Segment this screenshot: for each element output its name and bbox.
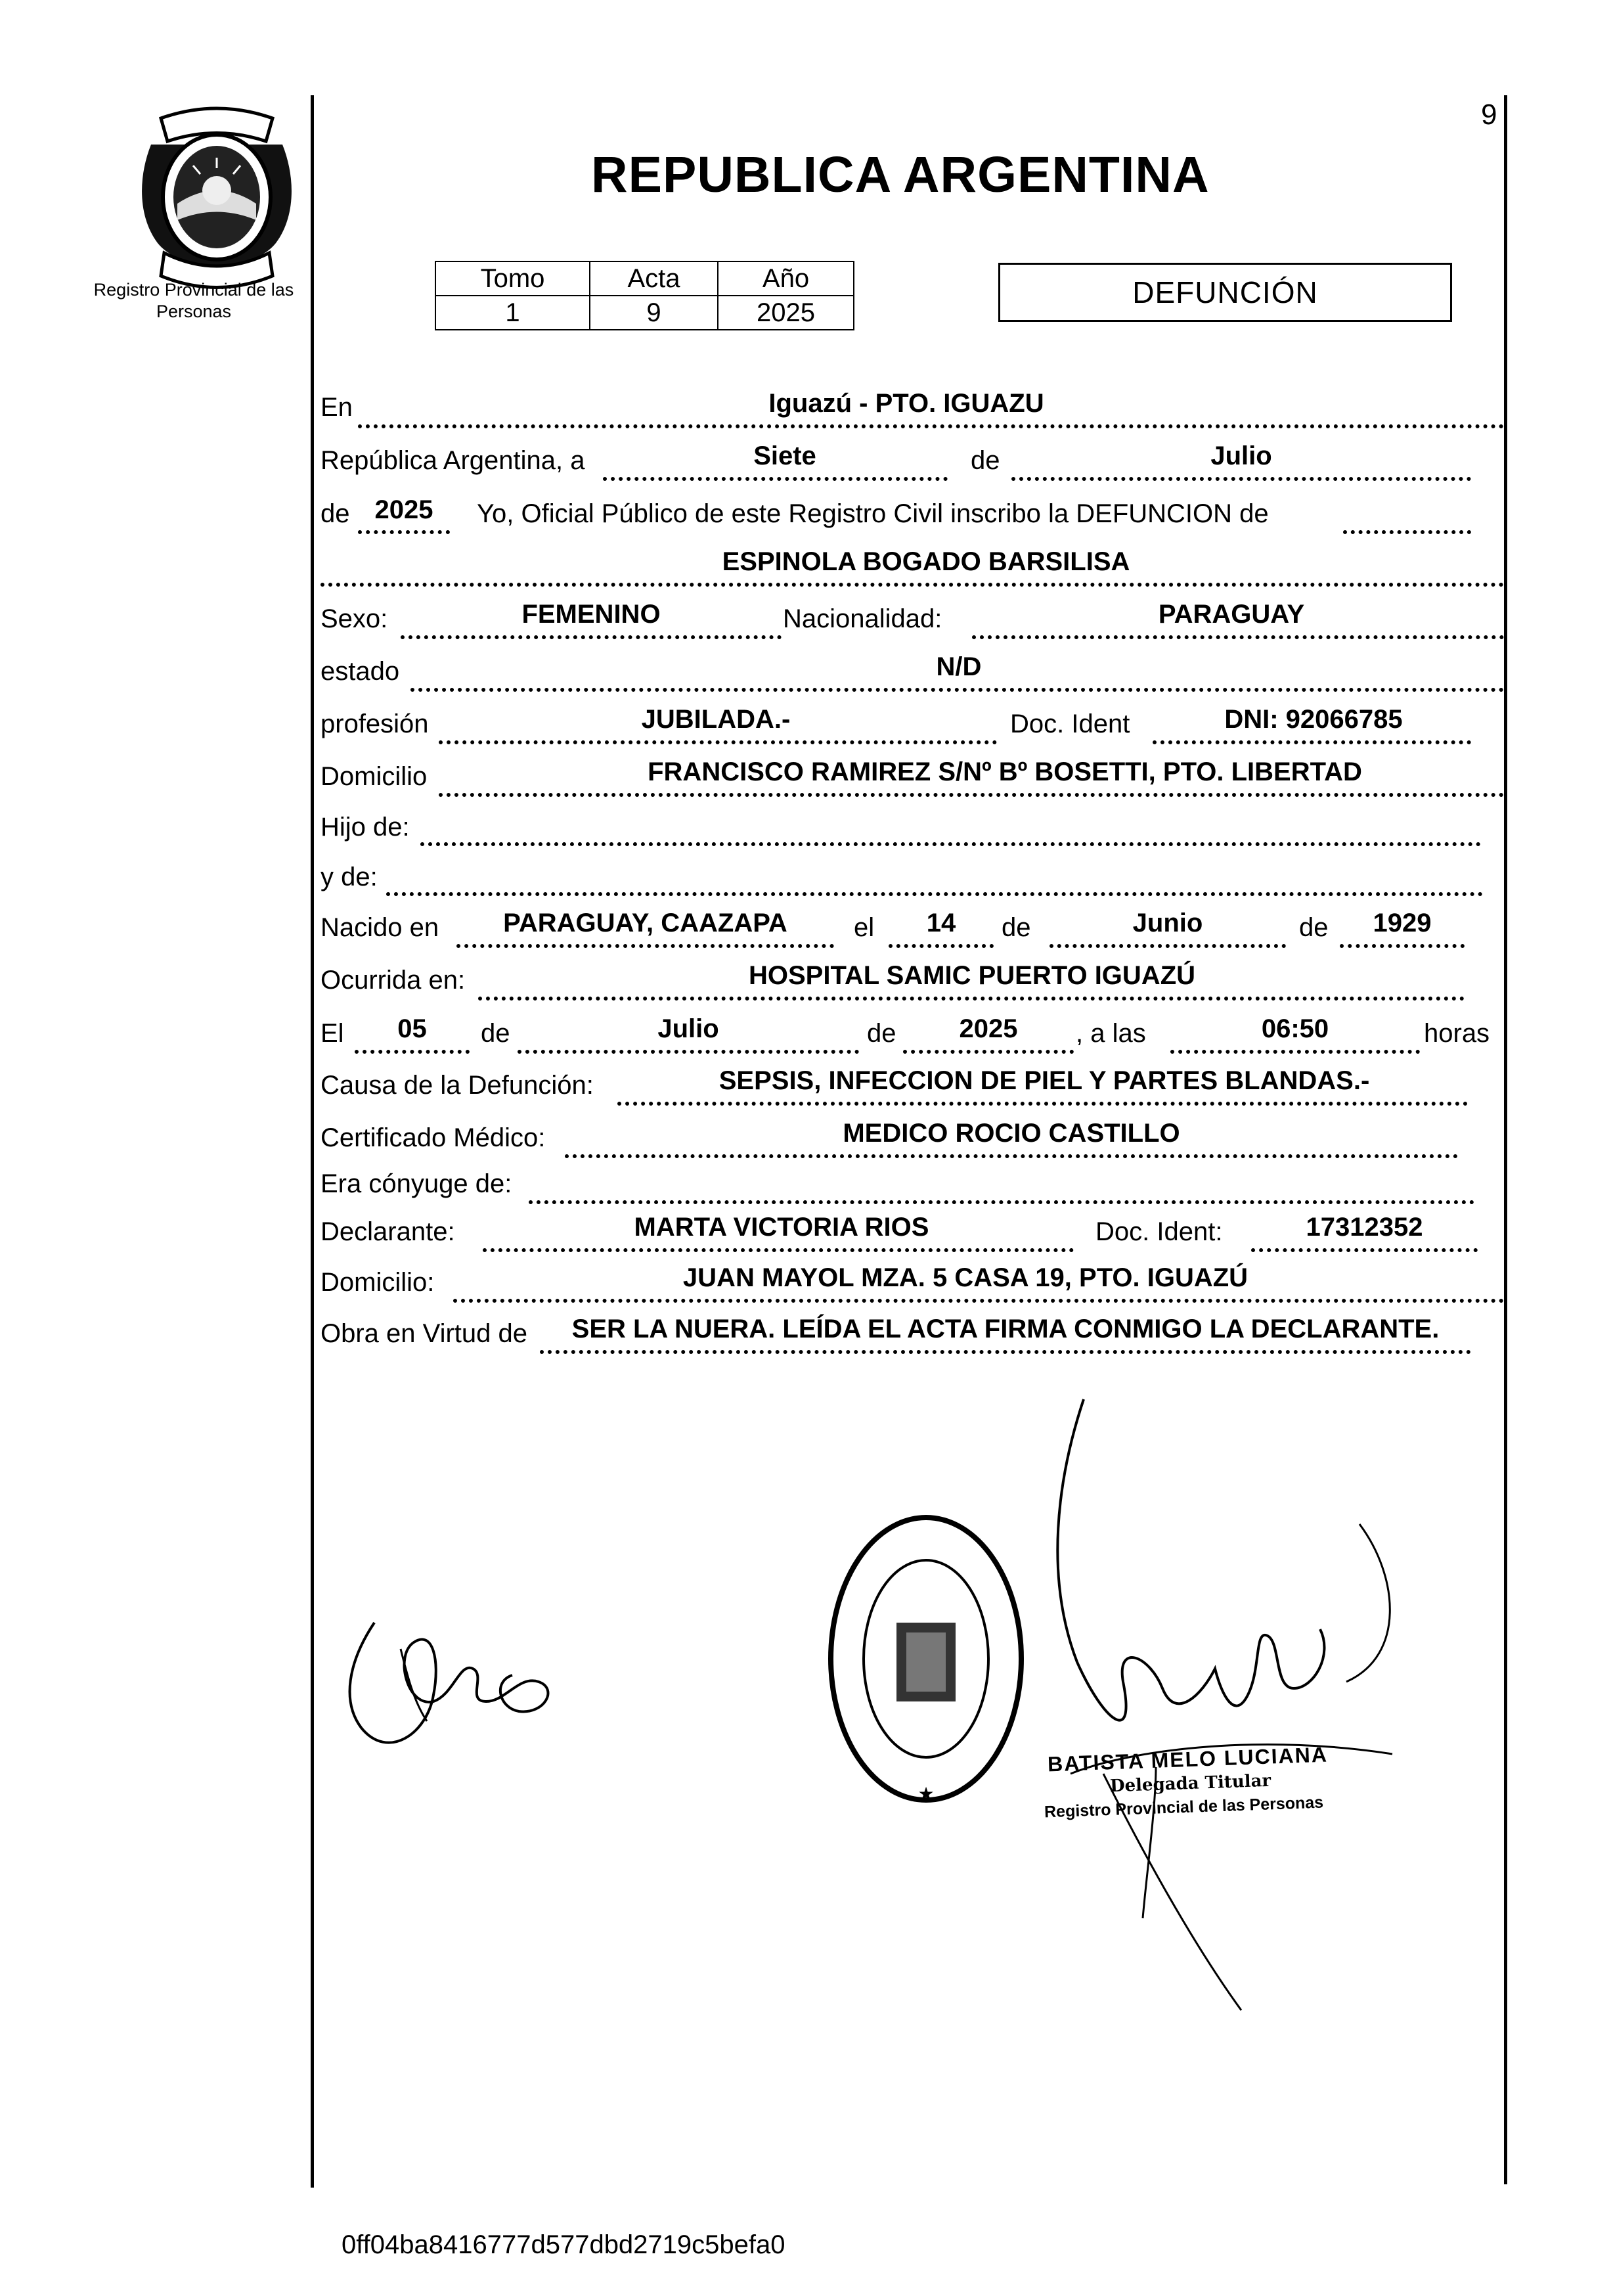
- dotted-line: [1251, 1248, 1478, 1252]
- value-nacimiento-dia: 14: [926, 909, 956, 937]
- label-horas: horas: [1424, 1019, 1490, 1048]
- label-declarante: Declarante:: [320, 1217, 455, 1246]
- dotted-line: [439, 793, 1504, 797]
- label-certificado: Certificado Médico:: [320, 1123, 546, 1152]
- label-profesion: profesión: [320, 709, 429, 738]
- dotted-line: [401, 635, 782, 639]
- label-domicilio: Domicilio: [320, 762, 428, 791]
- label-conyuge: Era cónyuge de:: [320, 1169, 512, 1198]
- dotted-line: [1011, 477, 1471, 481]
- dotted-line: [529, 1200, 1474, 1204]
- label-el: El: [320, 1019, 344, 1048]
- value-certificado: MEDICO ROCIO CASTILLO: [843, 1119, 1180, 1148]
- header-acta: Acta: [590, 261, 718, 296]
- left-margin-rule: [311, 95, 314, 2188]
- dotted-line: [1153, 740, 1471, 744]
- page-number: 9: [1481, 99, 1497, 131]
- dotted-line: [518, 1050, 859, 1054]
- signer-office: Registro Provincial de las Personas: [1044, 1793, 1324, 1822]
- label-hijo-de: Hijo de:: [320, 813, 410, 842]
- dotted-line: [1340, 944, 1465, 948]
- value-defuncion-hora: 06:50: [1261, 1014, 1329, 1043]
- value-acta: 9: [590, 296, 718, 330]
- value-profesion: JUBILADA.-: [641, 705, 791, 734]
- label-de: de: [481, 1019, 510, 1048]
- dotted-line: [453, 1299, 1504, 1303]
- dotted-line: [565, 1154, 1458, 1158]
- value-anio-inscripcion: 2025: [374, 495, 433, 524]
- dotted-line: [320, 583, 1504, 587]
- header-tomo: Tomo: [435, 261, 590, 296]
- document-title: REPUBLICA ARGENTINA: [591, 146, 1210, 203]
- label-nacido-en: Nacido en: [320, 913, 439, 942]
- dotted-line: [1343, 530, 1471, 534]
- value-causa: SEPSIS, INFECCION DE PIEL Y PARTES BLANDAS.-: [718, 1066, 1370, 1095]
- label-de: de: [1299, 913, 1329, 942]
- volume-act-year-table: [435, 261, 854, 330]
- value-defuncion-dia: 05: [397, 1014, 427, 1043]
- label-nacionalidad: Nacionalidad:: [783, 604, 942, 633]
- value-anio: 2025: [718, 296, 854, 330]
- dotted-line: [603, 477, 948, 481]
- value-doc-ident: DNI: 92066785: [1224, 705, 1403, 734]
- value-nacido-en: PARAGUAY, CAAZAPA: [503, 909, 787, 937]
- label-ocurrida-en: Ocurrida en:: [320, 966, 466, 995]
- label-doc-ident: Doc. Ident: [1010, 709, 1130, 738]
- value-obra-en-virtud: SER LA NUERA. LEÍDA EL ACTA FIRMA CONMIGO LA DECLARANTE.: [571, 1315, 1440, 1343]
- dotted-line: [456, 944, 834, 948]
- signer-name: BATISTA MELO LUCIANA: [1047, 1742, 1329, 1776]
- label-de: de: [1002, 913, 1031, 942]
- label-el: el: [854, 913, 875, 942]
- value-domicilio: FRANCISCO RAMIREZ S/Nº Bº BOSETTI, PTO. LIBERTAD: [648, 757, 1362, 786]
- header-anio: Año: [718, 261, 854, 296]
- label-y-de: y de:: [320, 863, 378, 891]
- label-yo-oficial: Yo, Oficial Público de este Registro Civil inscribo la DEFUNCION de: [477, 499, 1269, 528]
- dotted-line: [1050, 944, 1286, 948]
- dotted-line: [903, 1050, 1074, 1054]
- label-de: de: [867, 1019, 896, 1048]
- dotted-line: [358, 424, 1504, 428]
- value-defuncion-mes: Julio: [657, 1014, 719, 1043]
- dotted-line: [1170, 1050, 1420, 1054]
- dotted-line: [410, 688, 1504, 692]
- value-declarante-doc: 17312352: [1306, 1213, 1423, 1242]
- value-nacionalidad: PARAGUAY: [1158, 600, 1305, 629]
- svg-text:★: ★: [917, 1783, 935, 1805]
- dotted-line: [540, 1350, 1471, 1354]
- misiones-coat-of-arms-logo: [125, 105, 309, 296]
- value-lugar: Iguazú - PTO. IGUAZU: [768, 389, 1044, 418]
- value-defuncion-anio: 2025: [959, 1014, 1018, 1043]
- label-sexo: Sexo:: [320, 604, 388, 633]
- value-mes-inscripcion: Julio: [1210, 441, 1272, 470]
- label-de: de: [971, 446, 1000, 475]
- dotted-line: [483, 1248, 1074, 1252]
- right-margin-rule: [1504, 95, 1507, 2184]
- dotted-line: [889, 944, 994, 948]
- document-hash: 0ff04ba8416777d577dbd2719c5befa0: [342, 2230, 785, 2259]
- label-obra-en-virtud: Obra en Virtud de: [320, 1319, 528, 1348]
- dotted-line: [478, 997, 1465, 1001]
- label-estado: estado: [320, 657, 400, 686]
- label-a-las: , a las: [1076, 1019, 1146, 1048]
- label-en: En: [320, 393, 353, 422]
- dotted-line: [420, 842, 1481, 846]
- dotted-line: [439, 740, 997, 744]
- dotted-line: [358, 530, 450, 534]
- value-sexo: FEMENINO: [521, 600, 661, 629]
- signer-role: Delegada Titular: [1109, 1770, 1271, 1797]
- label-doc-ident: Doc. Ident:: [1095, 1217, 1223, 1246]
- label-domicilio: Domicilio:: [320, 1268, 435, 1297]
- value-nacimiento-anio: 1929: [1373, 909, 1432, 937]
- label-de: de: [320, 499, 350, 528]
- dotted-line: [972, 635, 1504, 639]
- value-nombre: ESPINOLA BOGADO BARSILISA: [722, 547, 1130, 576]
- value-tomo: 1: [435, 296, 590, 330]
- value-estado: N/D: [936, 652, 982, 681]
- value-declarante: MARTA VICTORIA RIOS: [634, 1213, 929, 1242]
- value-nacimiento-mes: Junio: [1132, 909, 1203, 937]
- value-ocurrida-en: HOSPITAL SAMIC PUERTO IGUAZÚ: [748, 961, 1196, 990]
- label-republica: República Argentina, a: [320, 446, 585, 475]
- label-causa: Causa de la Defunción:: [320, 1071, 594, 1100]
- value-declarante-domicilio: JUAN MAYOL MZA. 5 CASA 19, PTO. IGUAZÚ: [682, 1263, 1248, 1292]
- official-signature: [1005, 1380, 1399, 2037]
- dotted-line: [617, 1102, 1468, 1106]
- dotted-line: [386, 892, 1483, 896]
- dotted-line: [355, 1050, 470, 1054]
- agency-name: Registro Provincial de las Personas: [93, 280, 294, 321]
- value-dia-inscripcion: Siete: [753, 441, 816, 470]
- document-type-box: DEFUNCIÓN: [998, 263, 1452, 322]
- declarant-signature: [335, 1570, 565, 1767]
